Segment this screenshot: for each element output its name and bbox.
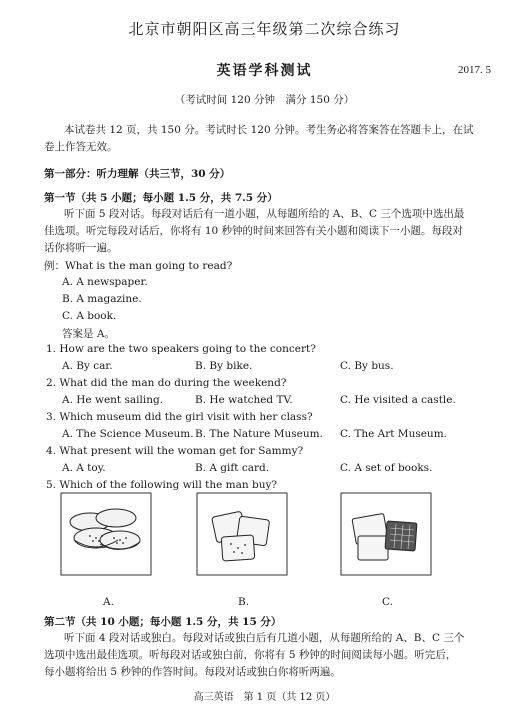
question-3: 3. Which museum did the girl visit with her class?: [46, 411, 313, 423]
intro-line-1: 本试卷共 12 页，共 150 分。考试时长 120 分钟。考生务必将答案答在答题卡上，在试: [64, 124, 474, 136]
exam-title: 北京市朝阳区高三年级第二次综合练习: [128, 20, 401, 38]
question-1-option-a: A. By car.: [62, 360, 113, 372]
question-2-option-c: C. He visited a castle.: [340, 394, 456, 406]
section2-instr-2: 选项中选出最佳选项。听每段对话或独白前，你将有 5 秒钟的时间阅读每小题。听完后，: [44, 649, 457, 661]
question-4-option-b: B. A gift card.: [195, 462, 270, 474]
q5-label-b: B.: [238, 596, 250, 608]
question-3-option-c: C. The Art Museum.: [340, 428, 447, 440]
section2-heading: 第二节（共 10 小题；每小题 1.5 分，共 15 分）: [44, 616, 282, 628]
section2-instr-1: 听下面 4 段对话或独白。每段对话或独白后有几道小题，从每题所给的 A、B、C 三个: [64, 632, 465, 644]
exam-time-note: （考试时间 120 分钟 满分 150 分）: [174, 94, 355, 106]
section1-instr-3: 话你将听一遍。: [44, 242, 118, 254]
question-4-option-a: A. A toy.: [62, 462, 106, 474]
page-footer: 高三英语 第 1 页（共 12 页）: [193, 692, 336, 703]
q5-image-a-crackers: [60, 492, 152, 576]
section2-instr-3: 每小题将给出 5 秒钟的作答时间。每段对话或独白你将听两遍。: [44, 666, 341, 678]
section1-instr-2: 佳选项。听完每段对话后，你将有 10 秒钟的时间来回答有关小题和阅读下一小题。每段对: [44, 225, 464, 237]
question-4: 4. What present will the woman get for Sammy?: [46, 445, 304, 457]
question-1-option-b: B. By bike.: [195, 360, 253, 372]
exam-subtitle: 英语学科测试: [216, 63, 313, 79]
question-5: 5. Which of the following will the man buy?: [46, 479, 278, 491]
section1-heading: 第一节（共 5 小题；每小题 1.5 分，共 7.5 分）: [44, 192, 278, 204]
example-option-a: A. A newspaper.: [62, 276, 148, 288]
question-1: 1. How are the two speakers going to the concert?: [46, 343, 316, 355]
question-4-option-c: C. A set of books.: [340, 462, 433, 474]
intro-line-2: 卷上作答无效。: [44, 141, 118, 153]
question-2-option-b: B. He watched TV.: [195, 394, 293, 406]
question-2: 2. What did the man do during the weekend?: [46, 377, 287, 389]
part1-heading: 第一部分：听力理解（共三节，30 分）: [44, 168, 231, 180]
q5-image-c-sandwich-biscuits: [340, 492, 432, 576]
example-answer: 答案是 A。: [62, 328, 115, 340]
example-question: 例：What is the man going to read?: [44, 260, 233, 272]
example-option-b: B. A magazine.: [62, 293, 142, 305]
q5-label-c: C.: [382, 596, 393, 608]
question-3-option-a: A. The Science Museum.: [62, 428, 194, 440]
exam-date: 2017. 5: [458, 64, 491, 76]
q5-image-b-square-crackers: [196, 492, 288, 576]
question-3-option-b: B. The Nature Museum.: [195, 428, 323, 440]
q5-label-a: A.: [103, 596, 114, 608]
question-1-option-c: C. By bus.: [340, 360, 394, 372]
question-2-option-a: A. He went sailing.: [62, 394, 164, 406]
example-option-c: C. A book.: [62, 310, 117, 322]
section1-instr-1: 听下面 5 段对话。每段对话后有一道小题，从每题所给的 A、B、C 三个选项中选出最: [64, 208, 465, 220]
